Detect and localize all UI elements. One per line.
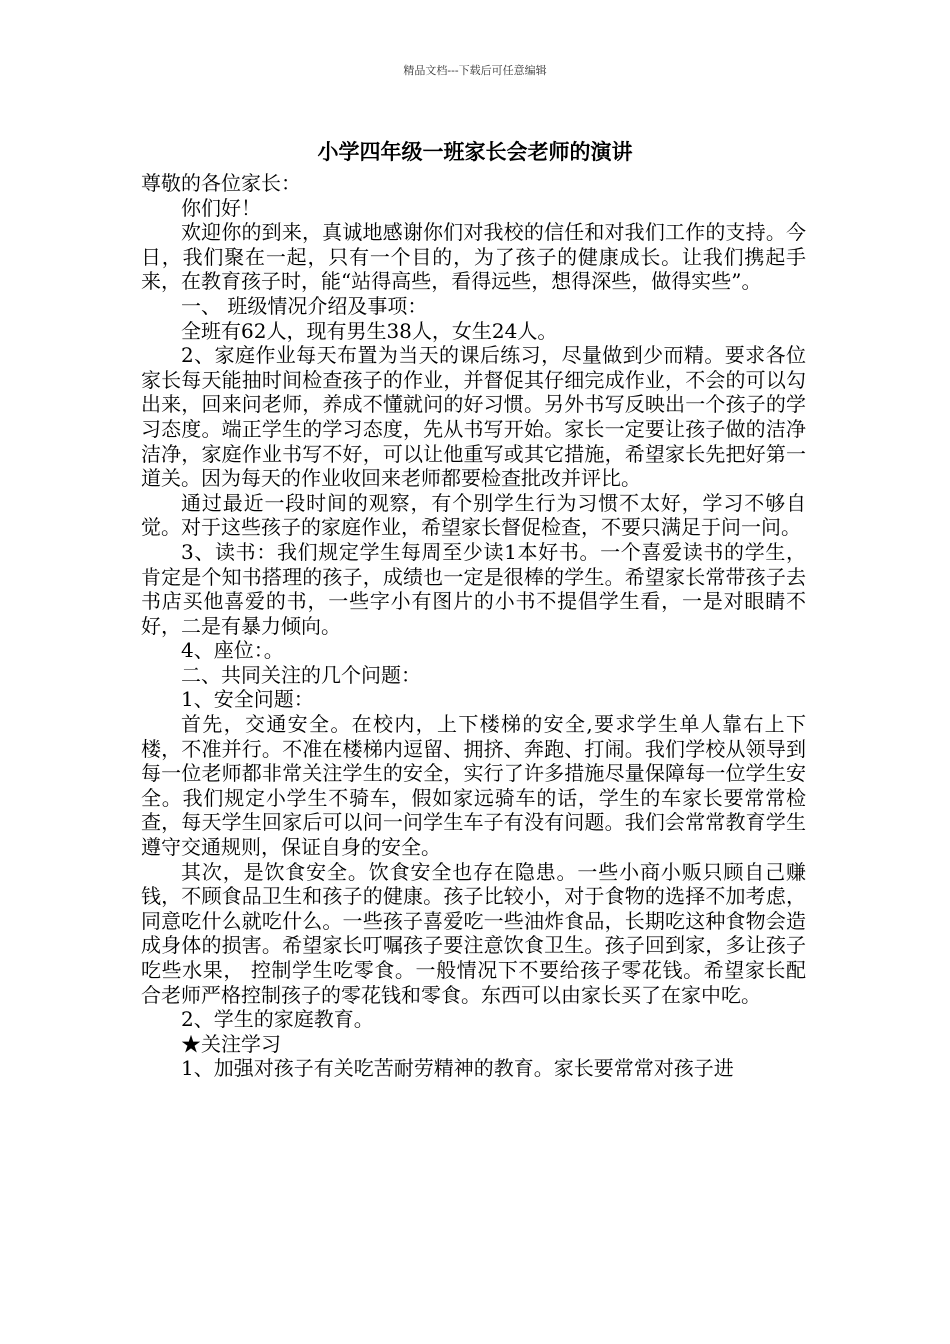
food-safety-paragraph: 其次，是饮食安全。饮食安全也存在隐患。一些小商小贩只顾自己赚钱，不顾食品卫生和孩子的健康。孩子比较小，对于食物的选择不加考虑，同意吃什么就吃什么。一些孩子喜爱吃一些油炸食品，长期吃这种食物会造成身体的损害。希望家长叮嘱孩子要注意饮食卫生。孩子回到家，多让孩子吃些水果， 控制学生吃零食。一般情况下不要给孩子零花钱。希望家长配合老师严格控制孩子的零花钱和零食。东西可以由家长买了在家中吃。 [141, 859, 806, 1007]
document-body [141, 171, 806, 1081]
hardship-education-paragraph: 1、加强对孩子有关吃苦耐劳精神的教育。家长要常常对孩子进 [181, 1056, 734, 1081]
intro-paragraph: 欢迎你的到来，真诚地感谢你们对我校的信任和对我们工作的支持。今日，我们聚在一起，只有一个目的，为了孩子的健康成长。让我们携起手来，在教育孩子时，能“站得高些，看得远些，想得深些，做得实些”。 [141, 220, 806, 294]
header-note: 精品文档---下载后可任意编辑 [403, 64, 547, 77]
salutation: 尊敬的各位家长： [141, 171, 301, 195]
homework-paragraph: 2、家庭作业每天布置为当天的课后练习，尽量做到少而精。要求各位家长每天能抽时间检查孩子的作业，并督促其仔细完成作业，不会的可以勾出来，回来问老师，养成不懂就问的好习惯。另外书写反映出一个孩子的学习态度。端正学生的学习态度，先从书写开始。家长一定要让孩子做的洁净洁净，家庭作业书写不好，可以让他重写或其它措施，希望家长先把好第一道关。因为每天的作业收回来老师都要检查批改并评比。 [141, 343, 806, 491]
section-heading-concerns: 二、共同关注的几个问题： [181, 662, 421, 687]
traffic-safety-paragraph: 首先，交通安全。在校内，上下楼梯的安全,要求学生单人靠右上下楼，不准并行。不准在楼梯内逗留、拥挤、奔跑、打闹。我们学校从领导到每一位老师都非常关注学生的安全，实行了许多措施尽量保障每一位学生安全。我们规定小学生不骑车，假如家远骑车的话，学生的车家长要常常检查，每天学生回家后可以问一问学生车子有没有问题。我们会常常教育学生遵守交通规则，保证自身的安全。 [141, 712, 806, 860]
class-statistics: 全班有62人，现有男生38人，女生24人。 [181, 318, 558, 343]
section-heading-class-info: 一、 班级情况介绍及事项： [181, 293, 428, 318]
seating-paragraph: 4、座位：。 [181, 638, 284, 663]
focus-study-heading: ★关注学习 [181, 1031, 281, 1056]
observation-paragraph: 通过最近一段时间的观察，有个别学生行为习惯不太好，学习不够自觉。对于这些孩子的家庭作业，希望家长督促检查，不要只满足于问一问。 [141, 490, 806, 540]
reading-paragraph: 3、读书：我们规定学生每周至少读1本好书。一个喜爱读书的学生，肯定是个知书搭理的孩子，成绩也一定是很棒的学生。希望家长常带孩子去书店买他喜爱的书，一些字小有图片的小书不提倡学生看，一是对眼睛不好，二是有暴力倾向。 [141, 539, 806, 638]
family-education-heading: 2、学生的家庭教育。 [181, 1007, 374, 1032]
document-title: 小学四年级一班家长会老师的演讲 [317, 139, 633, 164]
greeting: 你们好！ [181, 195, 261, 220]
safety-heading: 1、安全问题： [181, 687, 314, 712]
